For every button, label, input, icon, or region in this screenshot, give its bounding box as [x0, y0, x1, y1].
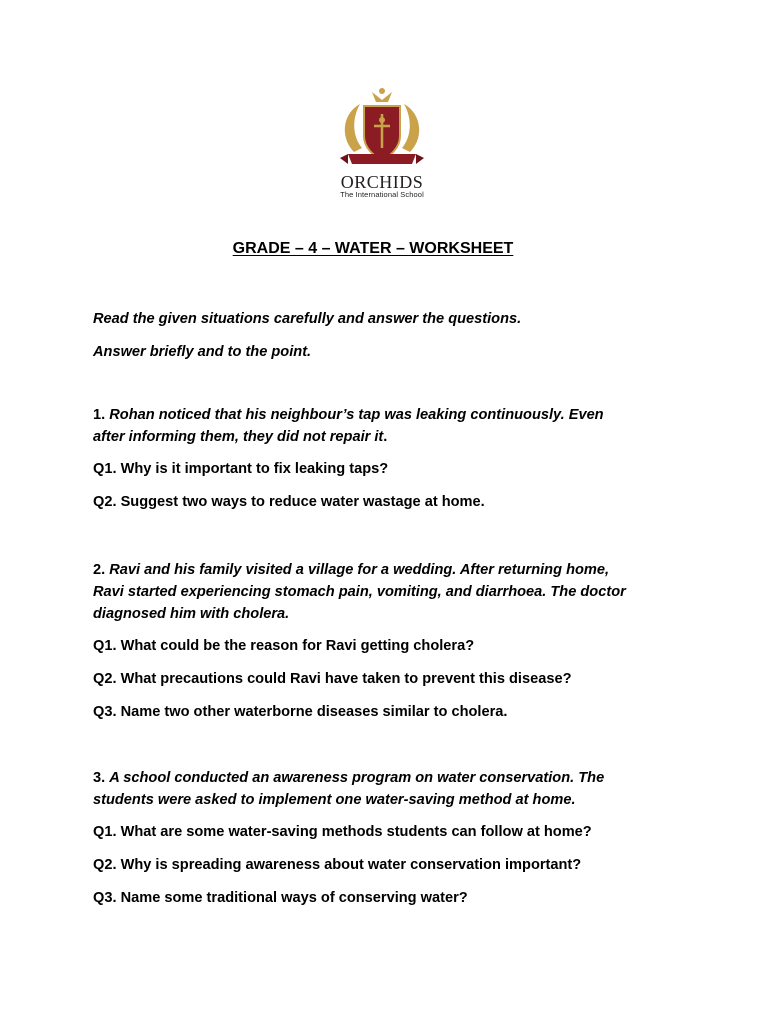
situation-3-text: 3. A school conducted an awareness program on water conservation. The [93, 770, 605, 786]
situation-number: 2. [93, 562, 106, 578]
page-title: GRADE – 4 – WATER – WORKSHEET [232, 240, 514, 257]
situation-2-text-cont: diagnosed him with cholera. [93, 606, 290, 622]
logo-tagline: The International School [340, 190, 424, 199]
question: Q2. Suggest two ways to reduce water wastage at home. [93, 494, 485, 510]
situation-1-text-cont: after informing them, they did not repair it. [93, 429, 388, 445]
instruction-line: Answer briefly and to the point. [93, 344, 312, 360]
question: Q2. What precautions could Ravi have taken to prevent this disease? [93, 671, 572, 687]
question: Q1. What are some water-saving methods students can follow at home? [93, 824, 592, 840]
question: Q3. Name two other waterborne diseases similar to cholera. [93, 704, 508, 720]
situation-1-text: 1. Rohan noticed that his neighbour’s tap was leaking continuously. Even [93, 407, 604, 423]
question: Q1. Why is it important to fix leaking taps? [93, 461, 389, 477]
question: Q1. What could be the reason for Ravi getting cholera? [93, 638, 475, 654]
question: Q2. Why is spreading awareness about water conservation important? [93, 857, 582, 873]
situation-number: 1. [93, 407, 106, 423]
situation-2-text: 2. Ravi and his family visited a village for a wedding. After returning home, [93, 562, 610, 578]
question: Q3. Name some traditional ways of conserving water? [93, 890, 468, 906]
instruction-line: Read the given situations carefully and answer the questions. [93, 311, 522, 327]
situation-3-text-cont: students were asked to implement one water-saving method at home. [93, 792, 576, 808]
crest-emblem [326, 86, 438, 172]
school-logo [326, 86, 438, 201]
logo-name: ORCHIDS [340, 172, 424, 192]
situation-2-text-cont: Ravi started experiencing stomach pain, vomiting, and diarrhoea. The doctor [93, 584, 626, 600]
situation-number: 3. [93, 770, 106, 786]
